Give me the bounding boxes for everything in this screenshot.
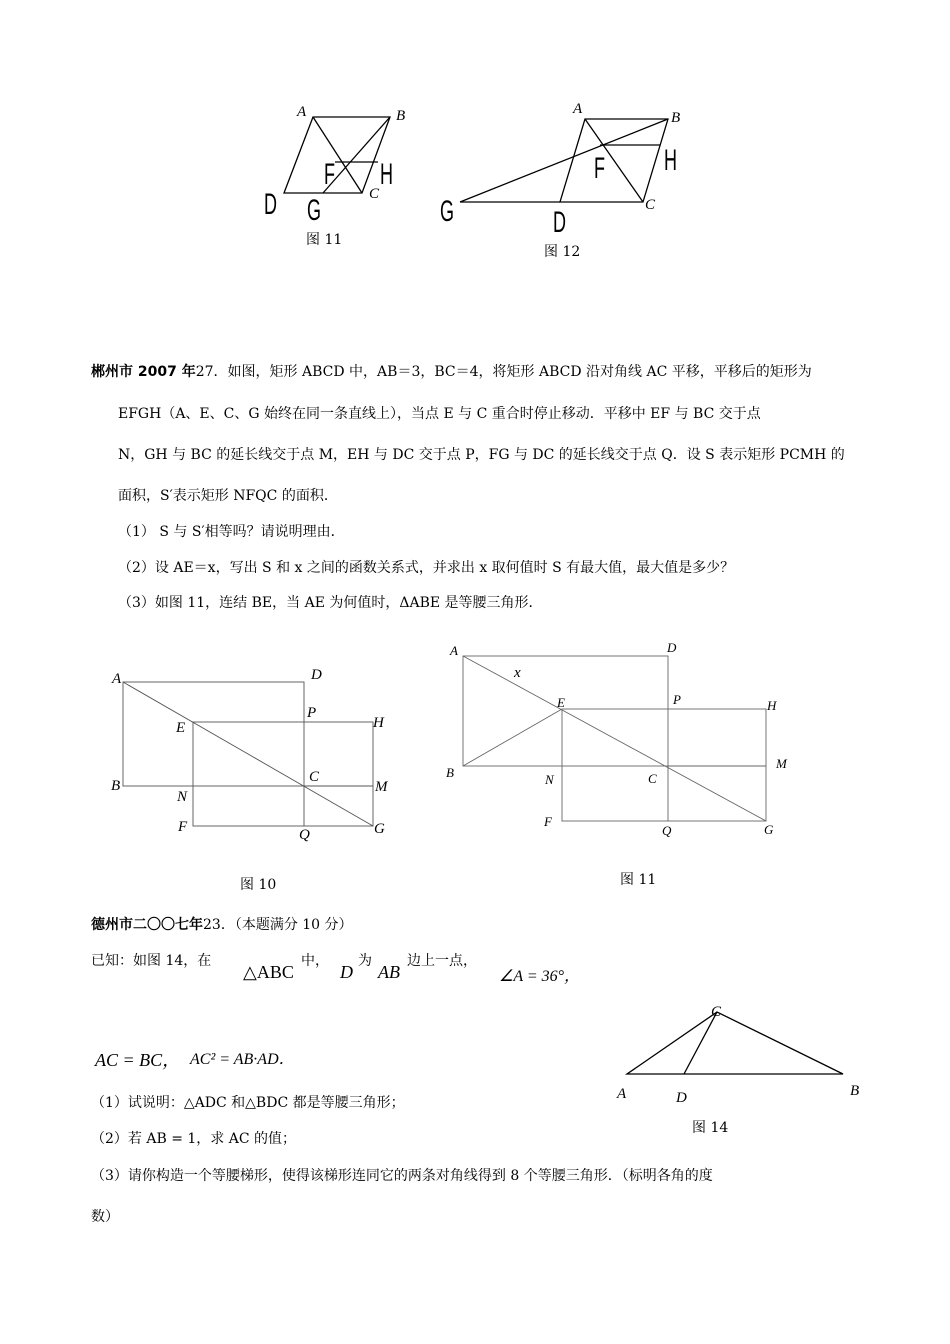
problem2-edge: 边上一点， [407, 953, 477, 969]
fig10-label-B: B [111, 778, 121, 794]
fig12-label-B: B [671, 110, 681, 126]
problem2-AB: AB [378, 962, 400, 982]
fig10-label-H: H [373, 715, 384, 731]
fig11-top-caption: 图 11 [306, 232, 343, 248]
fig11b-label-C: C [648, 771, 657, 786]
fig10-label-F: F [178, 819, 188, 835]
fig11b-caption: 图 11 [620, 872, 657, 888]
fig11b-label-x: x [514, 665, 521, 681]
problem2-number: 23． [203, 917, 235, 933]
fig14-caption: 图 14 [692, 1120, 729, 1136]
fig14-label-C: C [711, 1004, 722, 1020]
problem2-mid: 中， [301, 953, 329, 969]
fig10-label-Q: Q [299, 827, 310, 843]
fig11b-label-N: N [545, 772, 554, 787]
fig12-top-caption: 图 12 [544, 244, 581, 260]
fig14-label-B: B [850, 1083, 860, 1099]
problem1-line4: 面积，S′表示矩形 NFQC 的面积． [118, 488, 338, 504]
fig11b-label-M: M [776, 756, 787, 771]
fig10-label-M: M [375, 779, 388, 795]
fig12-label-A: A [573, 101, 583, 117]
fig14-label-D: D [676, 1090, 687, 1106]
fig12-label-D: D [553, 206, 567, 239]
fig10-label-D: D [311, 667, 322, 683]
problem1-source: 郴州市 2007 年 [91, 364, 196, 380]
fig11b-label-P: P [673, 692, 681, 707]
problem2-source: 德州市二〇〇七年 [91, 917, 203, 933]
fig11-label-F: F [324, 158, 335, 191]
problem2-cond2: AC² = AB·AD． [190, 1051, 295, 1068]
problem2-score: （本题满分 10 分） [234, 917, 353, 933]
problem2-q3: （3）请你构造一个等腰梯形，使得该梯形连同它的两条对角线得到 8 个等腰三角形．（标明各角的度 [91, 1168, 713, 1184]
problem2-known-prefix: 已知：如图 14，在 [91, 953, 212, 969]
fig11b-label-B: B [446, 765, 454, 780]
problem2-cond1: AC = BC， [95, 1050, 181, 1070]
fig10-label-A: A [112, 671, 122, 687]
fig10-label-N: N [177, 789, 188, 805]
fig12-label-F: F [594, 152, 605, 185]
problem2-D: D [340, 962, 353, 982]
problem1-question2: （2）设 AE＝x，写出 S 和 x 之间的函数关系式，并求出 x 取何值时 S 有最大值，最大值是多少？ [118, 560, 735, 576]
fig10-label-E: E [176, 720, 186, 736]
fig11b-label-Q: Q [662, 823, 672, 838]
problem1-number: 27． [195, 364, 228, 380]
problem1-line1-text: 如图，矩形 ABCD 中，AB＝3，BC＝4，将矩形 ABCD 沿对角线 AC 平移，平移后的矩形为 [227, 364, 812, 380]
fig10-caption: 图 10 [240, 877, 277, 893]
fig11b-label-E: E [557, 695, 565, 710]
problem2-q3-tail: 数） [91, 1209, 119, 1225]
fig14-label-A: A [617, 1086, 627, 1102]
fig11b-label-A: A [450, 643, 458, 658]
fig12-label-C: C [645, 197, 656, 213]
fig11b-label-D: D [667, 640, 677, 655]
fig11-label-C: C [369, 186, 380, 202]
problem1-question1: （1） S 与 S′相等吗？请说明理由． [118, 524, 345, 540]
fig10-label-G: G [374, 821, 385, 837]
fig11b-label-G: G [764, 822, 774, 837]
fig12-label-H: H [664, 144, 678, 177]
fig11b-label-H: H [767, 698, 777, 713]
problem1-question3: （3）如图 11，连结 BE，当 AE 为何值时，ΔABE 是等腰三角形． [118, 595, 543, 611]
fig11b-label-F: F [544, 814, 552, 829]
fig11-label-G: G [307, 194, 322, 227]
problem1-line3: N，GH 与 BC 的延长线交于点 M，EH 与 DC 交于点 P，FG 与 DC 的延长线交于点 Q．设 S 表示矩形 PCMH 的 [118, 447, 845, 463]
fig10-label-P: P [307, 705, 317, 721]
problem2-q1: （1）试说明：△ADC 和△BDC 都是等腰三角形； [91, 1095, 405, 1111]
problem2-angle: ∠A = 36°， [499, 968, 581, 985]
fig11-label-A: A [297, 104, 307, 120]
fig11-label-D: D [264, 188, 278, 221]
problem1-line2: EFGH（A、E、C、G 始终在同一条直线上），当点 E 与 C 重合时停止移动．平移中 EF 与 BC 交于点 [118, 406, 761, 422]
fig11-label-B: B [396, 108, 406, 124]
fig10-label-C: C [309, 769, 320, 785]
fig12-label-G: G [440, 195, 455, 228]
problem2-wei: 为 [358, 953, 372, 969]
problem2-q2: （2）若 AB = 1，求 AC 的值； [91, 1131, 297, 1147]
fig11-label-H: H [380, 158, 394, 191]
problem2-triangle-abc: △ABC [243, 962, 294, 982]
